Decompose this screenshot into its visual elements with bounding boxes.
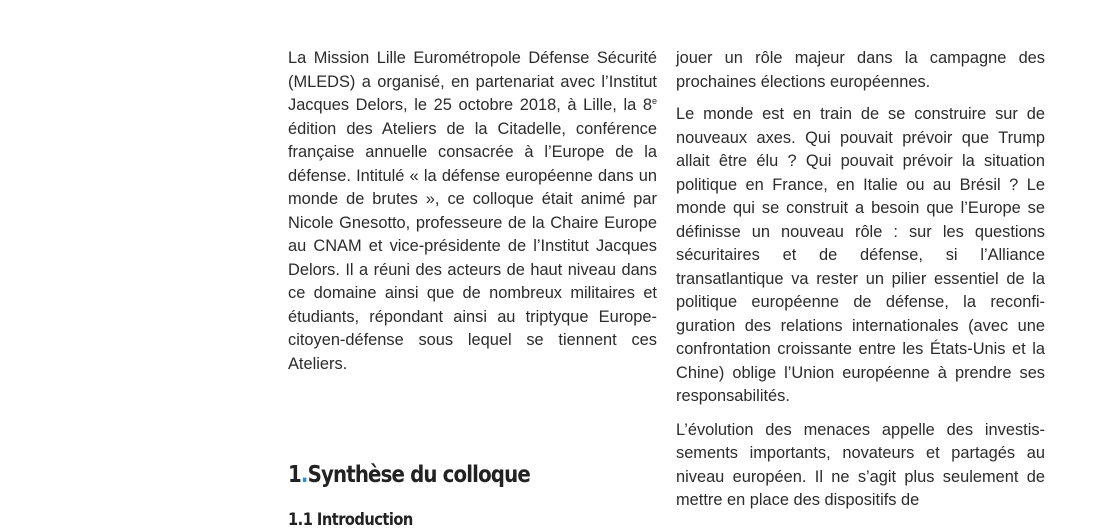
- section-title: Synthèse du colloque: [307, 462, 530, 488]
- section-number-dot: .: [300, 462, 308, 488]
- paragraph-world-axes: Le monde est en train de se construire sur de nouveaux axes. Qui pouvait prévoir que Trump allait être élu ? Qui pouvait prévoir la situation politique en France, en Italie ou au Brésil ? Le monde qui se construit a besoin que l’Europe se définisse un nouveau rôle : sur les questions sécuritaires et de défense, si l’Alliance transatlantique va rester un pilier essentiel de la politique européenne de défense, la reconfiguration des relations internationales (avec une confrontation croissante entre les États-Unis et la Chine) oblige l’Union européenne à prendre ses responsabilités.: [676, 105, 1045, 405]
- intro-text-part2: édition des Ateliers de la Citadelle, conférence française annuelle consacrée à l’Europe de la défense. Intitulé « la défense européenne dans un monde de brutes », ce colloque était animé par Nicole Gnesotto, professeure de la Chaire Europe au CNAM et vice-présidente de l’Institut Jacques Delors. Il a réuni des acteurs de haut niveau dans ce domaine ainsi que de nombreux militaires et étudiants, répondant ainsi au triptyque Europe-citoyen-défense sous lequel se tiennent ces Ateliers.: [288, 119, 657, 373]
- intro-paragraph: [288, 47, 657, 376]
- subsection-heading: 1.1 Introduction: [288, 510, 413, 530]
- paragraph-threats: L’évolution des menaces appelle des investissements importants, novateurs et partagés au niveau européen. Il ne s’agit plus seulement de mettre en place des dispositifs de: [676, 420, 1045, 509]
- intro-text-part1: La Mission Lille Eurométropole Défense Sécurité (MLEDS) a organisé, en partenariat avec l’Institut Jacques Delors, le 25 octobre 2018, à Lille, la 8: [288, 49, 657, 114]
- section-number: 1: [288, 462, 301, 488]
- paragraph-continuation: jouer un rôle majeur dans la campagne des prochaines élections européennes.: [676, 49, 1045, 91]
- section-heading: [288, 462, 530, 488]
- ordinal-superscript: e: [651, 96, 657, 106]
- right-column: [676, 47, 1045, 523]
- left-column: [288, 47, 657, 386]
